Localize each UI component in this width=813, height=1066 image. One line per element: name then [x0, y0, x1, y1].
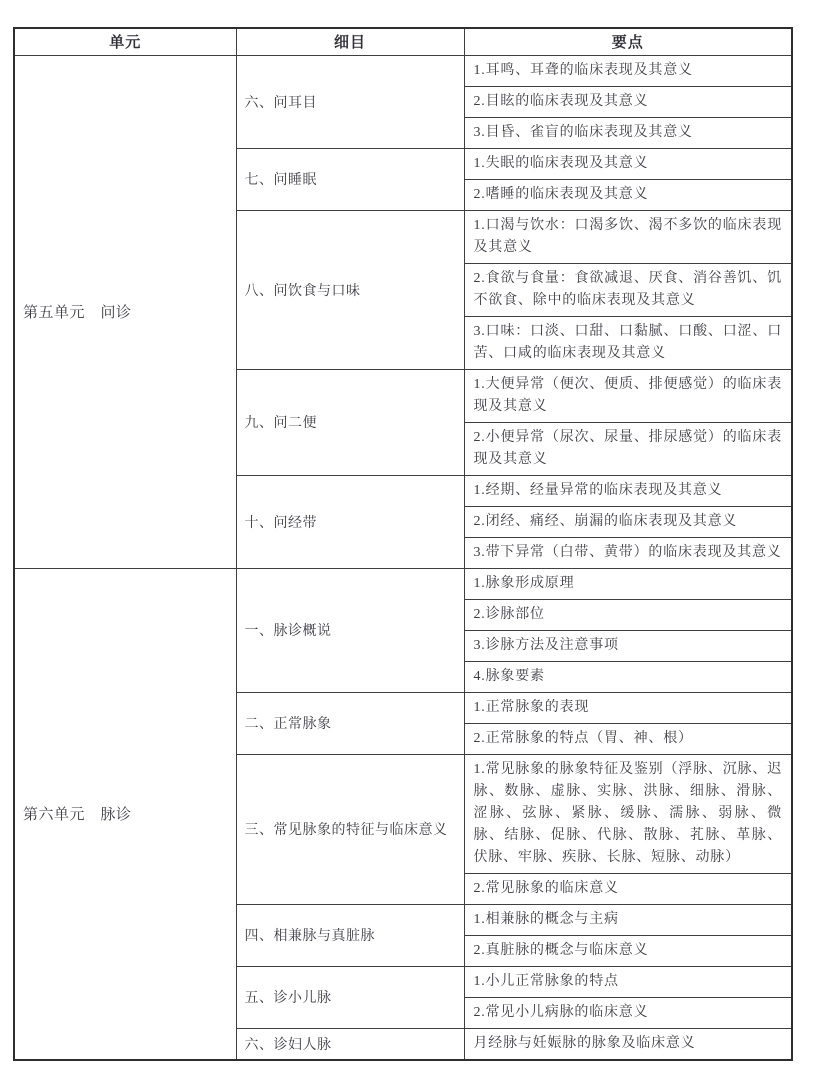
- point-cell: 2.小便异常（尿次、尿量、排尿感觉）的临床表现及其意义: [464, 422, 792, 475]
- point-cell: 2.诊脉部位: [464, 599, 792, 630]
- table-header-row: [14, 28, 792, 55]
- item-cell: 七、问睡眠: [236, 148, 464, 210]
- point-cell: 1.失眠的临床表现及其意义: [464, 148, 792, 179]
- item-cell: 一、脉诊概说: [236, 568, 464, 692]
- point-cell: 1.小儿正常脉象的特点: [464, 966, 792, 997]
- item-cell: 三、常见脉象的特征与临床意义: [236, 754, 464, 904]
- syllabus-table: [13, 27, 793, 1061]
- item-cell: 十、问经带: [236, 475, 464, 568]
- item-cell: 九、问二便: [236, 369, 464, 475]
- point-cell: 1.口渴与饮水：口渴多饮、渴不多饮的临床表现及其意义: [464, 210, 792, 263]
- header-cell-points: 要点: [464, 28, 792, 55]
- table-header: [14, 28, 792, 55]
- syllabus-table-body: [14, 55, 792, 1060]
- item-cell: 五、诊小儿脉: [236, 966, 464, 1028]
- point-cell: 1.大便异常（便次、便质、排便感觉）的临床表现及其意义: [464, 369, 792, 422]
- point-cell: 1.常见脉象的脉象特征及鉴别（浮脉、沉脉、迟脉、数脉、虚脉、实脉、洪脉、细脉、滑脉、涩脉、弦脉、紧脉、缓脉、濡脉、弱脉、微脉、结脉、促脉、代脉、散脉、芤脉、革脉、伏脉、牢脉、疾脉、长脉、短脉、动脉）: [464, 754, 792, 873]
- unit-cell: 第六单元 脉诊: [14, 568, 236, 1060]
- point-cell: 1.经期、经量异常的临床表现及其意义: [464, 475, 792, 506]
- point-cell: 2.食欲与食量：食欲减退、厌食、消谷善饥、饥不欲食、除中的临床表现及其意义: [464, 263, 792, 316]
- point-cell: 1.耳鸣、耳聋的临床表现及其意义: [464, 55, 792, 86]
- point-cell: 3.目昏、雀盲的临床表现及其意义: [464, 117, 792, 148]
- item-cell: 八、问饮食与口味: [236, 210, 464, 369]
- point-cell: 2.嗜睡的临床表现及其意义: [464, 179, 792, 210]
- point-cell: 2.目眩的临床表现及其意义: [464, 86, 792, 117]
- unit-cell: 第五单元 问诊: [14, 55, 236, 568]
- point-cell: 月经脉与妊娠脉的脉象及临床意义: [464, 1028, 792, 1060]
- point-cell: 3.带下异常（白带、黄带）的临床表现及其意义: [464, 537, 792, 568]
- point-cell: 2.常见小儿病脉的临床意义: [464, 997, 792, 1028]
- point-cell: 2.常见脉象的临床意义: [464, 873, 792, 904]
- item-cell: 四、相兼脉与真脏脉: [236, 904, 464, 966]
- header-cell-unit: 单元: [14, 28, 236, 55]
- point-cell: 3.诊脉方法及注意事项: [464, 630, 792, 661]
- table-row: [14, 568, 792, 599]
- table-row: [14, 55, 792, 86]
- point-cell: 4.脉象要素: [464, 661, 792, 692]
- point-cell: 2.闭经、痛经、崩漏的临床表现及其意义: [464, 506, 792, 537]
- point-cell: 3.口味：口淡、口甜、口黏腻、口酸、口涩、口苦、口咸的临床表现及其意义: [464, 316, 792, 369]
- item-cell: 六、问耳目: [236, 55, 464, 148]
- point-cell: 1.相兼脉的概念与主病: [464, 904, 792, 935]
- point-cell: 1.正常脉象的表现: [464, 692, 792, 723]
- point-cell: 2.真脏脉的概念与临床意义: [464, 935, 792, 966]
- item-cell: 二、正常脉象: [236, 692, 464, 754]
- item-cell: 六、诊妇人脉: [236, 1028, 464, 1060]
- header-cell-item: 细目: [236, 28, 464, 55]
- point-cell: 2.正常脉象的特点（胃、神、根）: [464, 723, 792, 754]
- point-cell: 1.脉象形成原理: [464, 568, 792, 599]
